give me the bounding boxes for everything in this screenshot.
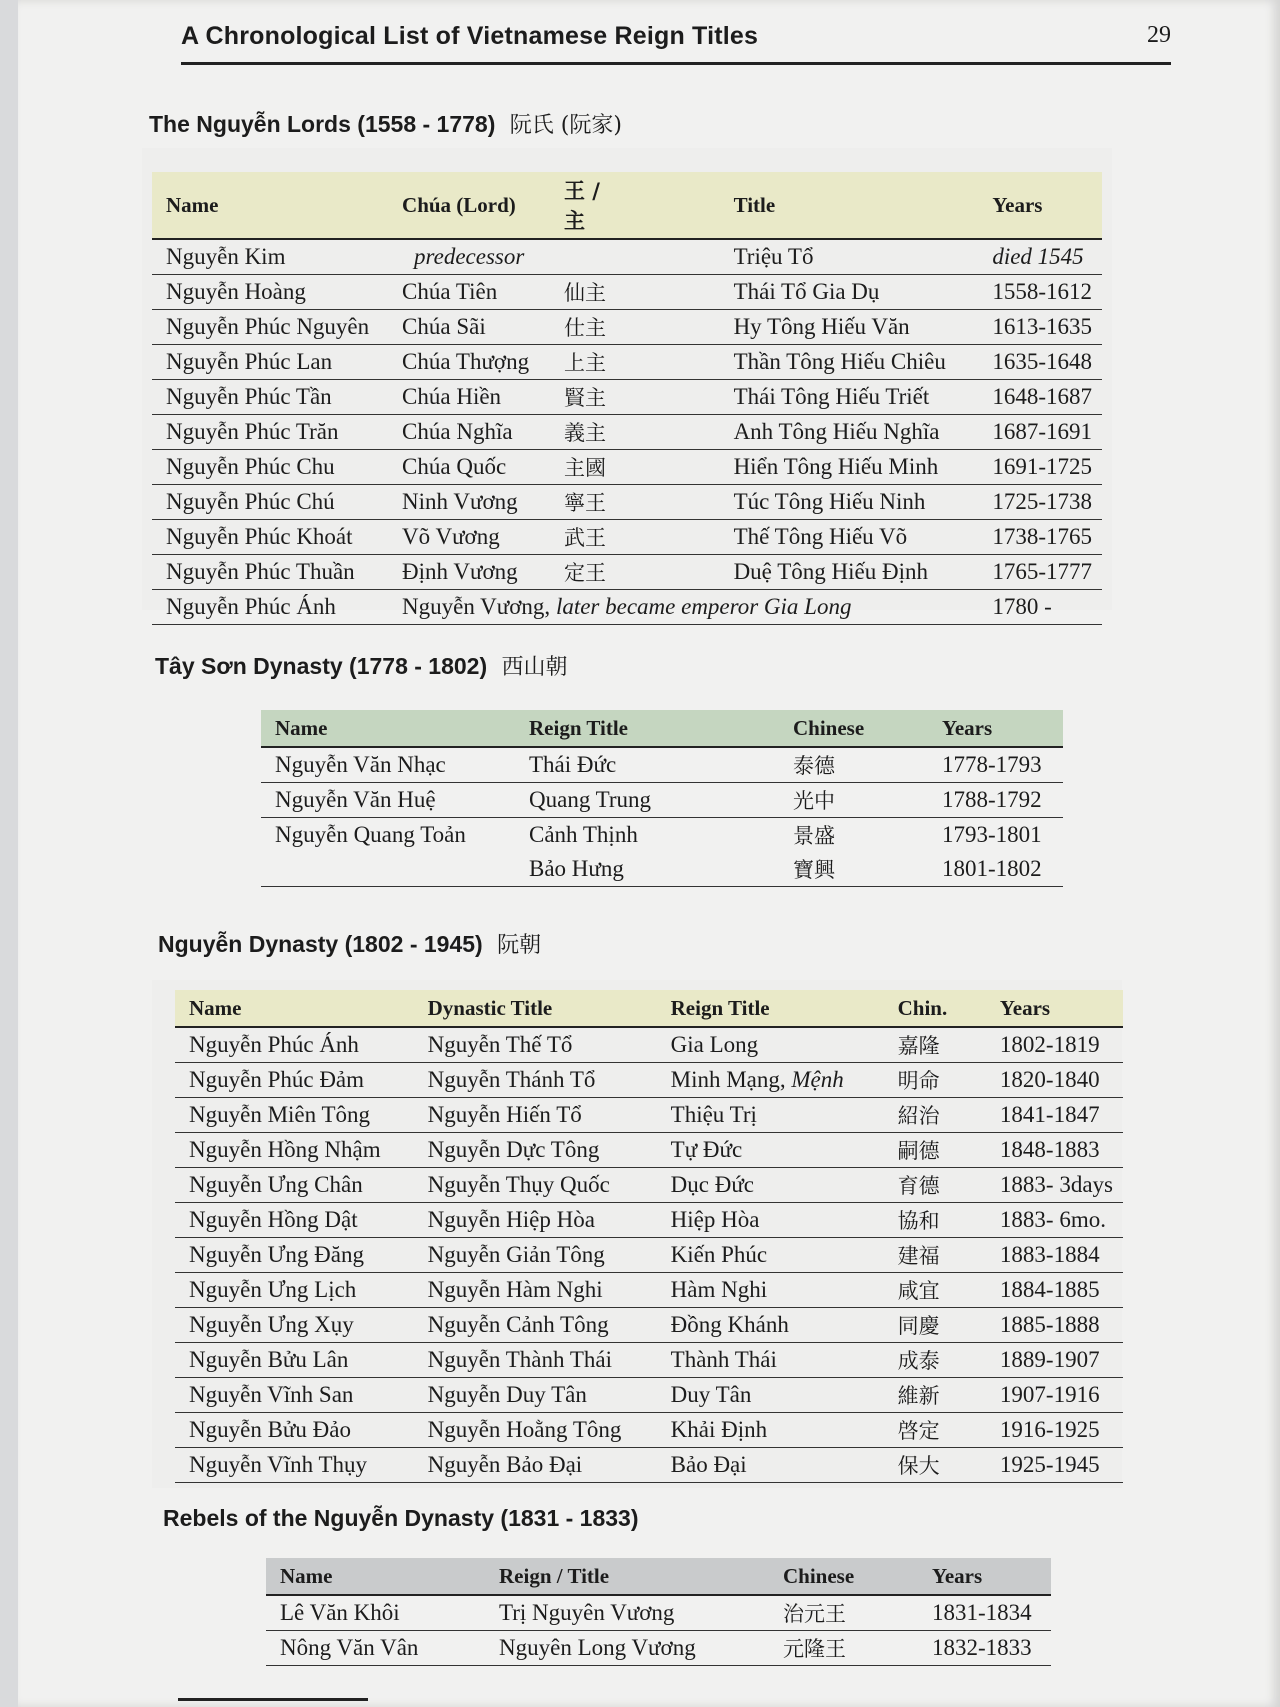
table-cell: Nguyễn Quang Toản	[275, 822, 466, 847]
table-cell: Nguyễn Ưng Đăng	[175, 1238, 414, 1273]
table-cell: Nguyễn Phúc Tần	[152, 380, 388, 415]
column-header: Chinese	[779, 710, 928, 747]
table-cell: 1884-1885	[986, 1273, 1123, 1308]
reign-title: Kiến Phúc	[670, 1242, 768, 1267]
table-row	[152, 415, 1102, 450]
table-cell: 紹治	[884, 1098, 986, 1133]
table-row	[261, 818, 1063, 853]
table-row	[175, 1168, 1123, 1203]
table-cell: Nguyễn Vĩnh San	[175, 1378, 414, 1413]
table-cell: 泰德	[779, 747, 928, 783]
table-cell: 1793-1801	[942, 822, 1042, 847]
table-cell: 1691-1725	[978, 450, 1102, 485]
table-cell: 1883-1884	[986, 1238, 1123, 1273]
section-title-chinese: 阮氏 (阮家)	[509, 113, 622, 138]
table-cell: Duệ Tông Hiếu Định	[634, 555, 979, 590]
table-cell: died 1545	[978, 239, 1102, 275]
section-title-nguyen-dynasty	[158, 928, 541, 959]
table-cell: 1635-1648	[978, 345, 1102, 380]
column-header: Chin.	[884, 990, 986, 1027]
reign-title: Minh Mạng,	[670, 1067, 792, 1092]
table-cell: Nguyễn Phúc Ánh	[175, 1027, 414, 1063]
reign-title-variant: Mệnh	[791, 1067, 844, 1092]
table-row	[175, 1203, 1123, 1238]
table-cell: 義主	[550, 415, 634, 450]
table-cell: 成泰	[884, 1343, 986, 1378]
column-header: Reign / Title	[485, 1558, 769, 1595]
lord-note: later became emperor Gia Long	[550, 594, 852, 619]
table-row	[266, 1595, 1051, 1631]
table-cell: 1848-1883	[986, 1133, 1123, 1168]
table-cell: Nguyễn Văn Nhạc	[261, 747, 515, 783]
table-cell: Nguyễn Phúc Thuần	[152, 555, 388, 590]
table-cell: Nguyễn Phúc Nguyên	[152, 310, 388, 345]
table-cell: 1780 -	[978, 590, 1102, 625]
table-cell: Triệu Tổ	[634, 239, 979, 275]
table-cell: Nông Văn Vân	[266, 1631, 485, 1666]
table-cell: Bảo Hưng	[515, 852, 779, 887]
table-cell: 賢主	[550, 380, 634, 415]
column-header: Chinese	[769, 1558, 918, 1595]
table-cell: 1832-1833	[918, 1631, 1051, 1666]
table-cell: 定王	[550, 555, 634, 590]
table-cell: Nguyễn Thành Thái	[414, 1343, 657, 1378]
column-header: Years	[918, 1558, 1051, 1595]
running-title: A Chronological List of Vietnamese Reign Titles	[181, 22, 759, 50]
nguyen-dynasty-table	[175, 990, 1123, 1483]
table-cell: Nguyễn Văn Huệ	[261, 783, 515, 818]
table-row	[175, 1063, 1123, 1098]
table-cell: Nguyễn Dực Tông	[414, 1133, 657, 1168]
section-title-text: Nguyễn Dynasty (1802 - 1945)	[158, 931, 483, 957]
reign-title: Hiệp Hòa	[670, 1207, 760, 1232]
table-cell: 1925-1945	[986, 1448, 1123, 1483]
section-title-text: The Nguyễn Lords (1558 - 1778)	[149, 111, 496, 137]
table-cell: 1778-1793	[928, 747, 1063, 783]
table-cell: 光中	[779, 783, 928, 818]
table-cell: 仙主	[550, 275, 634, 310]
table-cell: 1648-1687	[978, 380, 1102, 415]
table-cell: Nguyễn Hồng Dật	[175, 1203, 414, 1238]
table-row	[261, 747, 1063, 783]
table-cell: Quang Trung	[515, 783, 779, 818]
table-cell: Nguyễn Cảnh Tông	[414, 1308, 657, 1343]
table-cell	[388, 590, 978, 625]
table-cell: Nguyễn Bửu Lân	[175, 1343, 414, 1378]
table-cell: 咸宜	[884, 1273, 986, 1308]
column-header: Name	[152, 172, 388, 239]
table-row	[152, 310, 1102, 345]
column-header: 王 / 主	[550, 172, 634, 239]
table-cell: 1885-1888	[986, 1308, 1123, 1343]
table-cell	[657, 1413, 884, 1448]
table-cell	[657, 1203, 884, 1238]
table-cell: Túc Tông Hiếu Ninh	[634, 485, 979, 520]
table-cell: Nguyên Long Vương	[485, 1631, 769, 1666]
column-header: Years	[986, 990, 1123, 1027]
book-page	[18, 0, 1280, 1707]
table-cell: 嗣德	[884, 1133, 986, 1168]
table-row	[175, 1133, 1123, 1168]
table-cell	[657, 1098, 884, 1133]
table-cell: 1916-1925	[986, 1413, 1123, 1448]
table-row	[175, 1273, 1123, 1308]
section-title-chinese: 阮朝	[497, 933, 542, 958]
table-cell: Nguyễn Thụy Quốc	[414, 1168, 657, 1203]
table-cell: Trị Nguyên Vương	[485, 1595, 769, 1631]
table-cell: 維新	[884, 1378, 986, 1413]
table-cell: Nguyễn Bửu Đảo	[175, 1413, 414, 1448]
column-header: Years	[928, 710, 1063, 747]
reign-title: Đồng Khánh	[670, 1312, 789, 1337]
table-cell	[657, 1308, 884, 1343]
table-cell: Nguyễn Hoằng Tông	[414, 1413, 657, 1448]
table-cell: Nguyễn Ưng Xụy	[175, 1308, 414, 1343]
table-cell: Thái Tông Hiếu Triết	[634, 380, 979, 415]
running-header	[181, 18, 1171, 65]
table-cell: Nguyễn Phúc Chu	[152, 450, 388, 485]
table-cell: Nguyễn Phúc Lan	[152, 345, 388, 380]
table-cell: 1687-1691	[978, 415, 1102, 450]
table-cell: Nguyễn Vĩnh Thụy	[175, 1448, 414, 1483]
table-cell: Nguyễn Phúc Chú	[152, 485, 388, 520]
table-cell: 嘉隆	[884, 1027, 986, 1063]
table-row	[152, 590, 1102, 625]
table-cell: 1883- 3days	[986, 1168, 1123, 1203]
table-row	[152, 485, 1102, 520]
table-cell	[657, 1168, 884, 1203]
table-cell	[657, 1448, 884, 1483]
table-cell: Nguyễn Hàm Nghi	[414, 1273, 657, 1308]
table-cell: 1820-1840	[986, 1063, 1123, 1098]
table-cell	[261, 852, 515, 887]
section-title-chinese: 西山朝	[501, 655, 568, 680]
table-cell: Thái Đức	[515, 747, 779, 783]
table-header-row	[152, 172, 1102, 239]
table-cell: 寧王	[550, 485, 634, 520]
table-cell: 育德	[884, 1168, 986, 1203]
table-cell: 1725-1738	[978, 485, 1102, 520]
table-row	[175, 1098, 1123, 1133]
column-header: Title	[634, 172, 979, 239]
table-row	[152, 239, 1102, 275]
table-cell: 仕主	[550, 310, 634, 345]
column-header: Years	[978, 172, 1102, 239]
table-row	[152, 380, 1102, 415]
table-cell	[550, 239, 634, 275]
table-cell: 1765-1777	[978, 555, 1102, 590]
table-row	[152, 555, 1102, 590]
table-cell: Nguyễn Phúc Đảm	[175, 1063, 414, 1098]
table-row	[261, 852, 1063, 887]
column-header: Name	[261, 710, 515, 747]
table-cell: Hy Tông Hiếu Văn	[634, 310, 979, 345]
table-cell: Nguyễn Duy Tân	[414, 1378, 657, 1413]
footer-rule	[178, 1698, 368, 1701]
reign-title: Bảo Đại	[670, 1452, 747, 1477]
table-cell: Lê Văn Khôi	[266, 1595, 485, 1631]
table-cell: Nguyễn Ưng Chân	[175, 1168, 414, 1203]
lords-table	[152, 172, 1102, 625]
reign-title: Tự Đức	[670, 1137, 743, 1162]
reign-title: Khải Định	[670, 1417, 768, 1442]
table-cell: 啓定	[884, 1413, 986, 1448]
table-cell	[657, 1063, 884, 1098]
table-cell: Chúa Quốc	[388, 450, 550, 485]
table-cell: Ninh Vương	[388, 485, 550, 520]
table-cell: Nguyễn Giản Tông	[414, 1238, 657, 1273]
table-cell: Nguyễn Bảo Đại	[414, 1448, 657, 1483]
table-cell: Anh Tông Hiếu Nghĩa	[634, 415, 979, 450]
reign-title: Thành Thái	[670, 1347, 777, 1372]
column-header: Dynastic Title	[414, 990, 657, 1027]
table-cell: predecessor	[388, 239, 550, 275]
table-cell: 1802-1819	[986, 1027, 1123, 1063]
table-cell: 1613-1635	[978, 310, 1102, 345]
table-cell	[657, 1273, 884, 1308]
table-row	[175, 1448, 1123, 1483]
table-cell: Võ Vương	[388, 520, 550, 555]
reign-title: Hàm Nghi	[670, 1277, 768, 1302]
table-cell: 1558-1612	[978, 275, 1102, 310]
table-cell: 1889-1907	[986, 1343, 1123, 1378]
section-title-text: Rebels of the Nguyễn Dynasty (1831 - 1833)	[163, 1505, 639, 1531]
table-cell: 1907-1916	[986, 1378, 1123, 1413]
table-cell: 協和	[884, 1203, 986, 1238]
table-row	[266, 1631, 1051, 1666]
page-number: 29	[1147, 22, 1171, 48]
section-title-text: Tây Sơn Dynasty (1778 - 1802)	[155, 653, 488, 679]
table-row	[175, 1378, 1123, 1413]
section-title-tay-son	[155, 650, 568, 681]
reign-title: Dục Đức	[670, 1172, 754, 1197]
section-title-nguyen-lords	[149, 108, 622, 139]
table-cell: Nguyễn Hồng Nhậm	[175, 1133, 414, 1168]
table-cell: Chúa Thượng	[388, 345, 550, 380]
table-cell: 元隆王	[769, 1631, 918, 1666]
reign-title: Gia Long	[670, 1032, 759, 1057]
table-cell: Nguyễn Phúc Ánh	[152, 590, 388, 625]
table-cell	[657, 1238, 884, 1273]
table-cell: Chúa Sãi	[388, 310, 550, 345]
table-cell: Định Vương	[388, 555, 550, 590]
table-row	[152, 275, 1102, 310]
table-row	[175, 1413, 1123, 1448]
lord-title: Nguyễn Vương,	[402, 594, 551, 619]
table-row	[152, 450, 1102, 485]
table-row	[175, 1027, 1123, 1063]
table-cell: Nguyễn Hiến Tổ	[414, 1098, 657, 1133]
table-cell: Nguyễn Hiệp Hòa	[414, 1203, 657, 1238]
table-cell: Nguyễn Kim	[152, 239, 388, 275]
table-cell: 景盛	[793, 824, 835, 848]
table-cell: Cảnh Thịnh	[529, 822, 638, 847]
column-header: Reign Title	[515, 710, 779, 747]
table-cell: Nguyễn Hoàng	[152, 275, 388, 310]
column-header: Name	[175, 990, 414, 1027]
table-cell: 上主	[550, 345, 634, 380]
table-cell: 1788-1792	[928, 783, 1063, 818]
table-cell: 建福	[884, 1238, 986, 1273]
table-row	[152, 345, 1102, 380]
rebels-table	[266, 1558, 1051, 1666]
table-cell: Thế Tông Hiếu Võ	[634, 520, 979, 555]
table-cell: Nguyễn Phúc Khoát	[152, 520, 388, 555]
table-cell	[657, 1378, 884, 1413]
column-header: Chúa (Lord)	[388, 172, 550, 239]
table-cell: 明命	[884, 1063, 986, 1098]
table-cell: Nguyễn Thánh Tổ	[414, 1063, 657, 1098]
table-cell: Nguyễn Phúc Trăn	[152, 415, 388, 450]
table-cell: 1801-1802	[928, 852, 1063, 887]
tay-son-table	[261, 710, 1063, 887]
column-header: Reign Title	[657, 990, 884, 1027]
table-cell: 治元王	[769, 1595, 918, 1631]
table-cell: 1738-1765	[978, 520, 1102, 555]
table-cell: Chúa Tiên	[388, 275, 550, 310]
table-cell: 寶興	[779, 852, 928, 887]
table-cell: 保大	[884, 1448, 986, 1483]
table-cell: Nguyễn Thế Tổ	[414, 1027, 657, 1063]
table-header-row	[261, 710, 1063, 747]
table-row	[175, 1308, 1123, 1343]
section-title-rebels	[163, 1505, 639, 1532]
table-cell: Thần Tông Hiếu Chiêu	[634, 345, 979, 380]
table-header-row	[266, 1558, 1051, 1595]
table-cell	[657, 1027, 884, 1063]
table-row	[152, 520, 1102, 555]
table-cell: Hiển Tông Hiếu Minh	[634, 450, 979, 485]
table-cell: 主國	[550, 450, 634, 485]
table-cell: Chúa Nghĩa	[388, 415, 550, 450]
table-cell: Nguyễn Miên Tông	[175, 1098, 414, 1133]
table-row	[175, 1238, 1123, 1273]
table-cell: 同慶	[884, 1308, 986, 1343]
table-cell	[657, 1343, 884, 1378]
table-cell: 1831-1834	[918, 1595, 1051, 1631]
table-row	[261, 783, 1063, 818]
table-cell: Thái Tổ Gia Dụ	[634, 275, 979, 310]
reign-title: Thiệu Trị	[670, 1102, 757, 1127]
table-cell	[657, 1133, 884, 1168]
table-cell: 武王	[550, 520, 634, 555]
table-cell: 1841-1847	[986, 1098, 1123, 1133]
table-cell: 1883- 6mo.	[986, 1203, 1123, 1238]
table-cell: Nguyễn Ưng Lịch	[175, 1273, 414, 1308]
table-row	[175, 1343, 1123, 1378]
table-header-row	[175, 990, 1123, 1027]
table-cell: Chúa Hiền	[388, 380, 550, 415]
column-header: Name	[266, 1558, 485, 1595]
reign-title: Duy Tân	[670, 1382, 752, 1407]
